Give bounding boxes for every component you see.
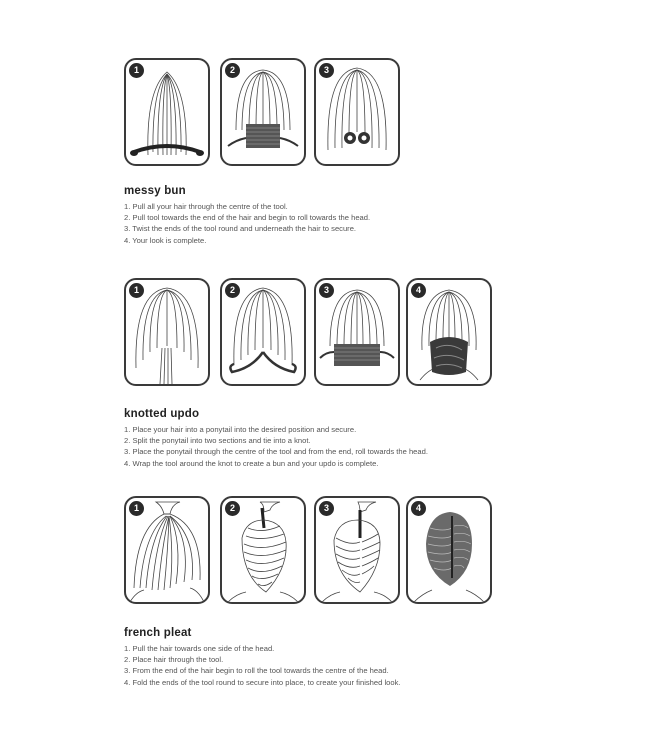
instruction-step: 2. Split the ponytail into two sections and tie into a knot. bbox=[124, 436, 311, 446]
instruction-step: 2. Place hair through the tool. bbox=[124, 655, 224, 665]
step-illustration bbox=[406, 496, 492, 604]
step-illustration bbox=[124, 58, 210, 166]
step-illustration bbox=[124, 496, 210, 604]
step-number-badge: 1 bbox=[129, 283, 144, 298]
instruction-list bbox=[124, 643, 401, 688]
step-number-badge: 2 bbox=[225, 63, 240, 78]
section-title: knotted updo bbox=[124, 408, 200, 420]
instruction-step: 2. Pull tool towards the end of the hair and begin to roll towards the head. bbox=[124, 213, 371, 223]
step-number-badge: 4 bbox=[411, 283, 426, 298]
step-illustration bbox=[220, 496, 306, 604]
step-illustration bbox=[124, 278, 210, 386]
step-number-badge: 3 bbox=[319, 63, 334, 78]
step-number-badge: 3 bbox=[319, 501, 334, 516]
step-number-badge: 3 bbox=[319, 283, 334, 298]
step-illustration bbox=[314, 58, 400, 166]
step-illustration bbox=[314, 278, 400, 386]
instruction-step: 3. Twist the ends of the tool round and underneath the hair to secure. bbox=[124, 224, 357, 234]
step-number-badge: 2 bbox=[225, 501, 240, 516]
instruction-step: 1. Place your hair into a ponytail into the desired position and secure. bbox=[124, 425, 357, 434]
section-title: french pleat bbox=[124, 627, 192, 639]
step-illustration bbox=[314, 496, 400, 604]
instruction-step: 3. From the end of the hair begin to roll the tool towards the centre of the head. bbox=[124, 666, 389, 676]
instruction-list bbox=[124, 201, 370, 246]
instruction-step: 1. Pull the hair towards one side of the head. bbox=[124, 644, 275, 653]
instruction-list bbox=[124, 424, 428, 469]
instruction-step: 3. Place the ponytail through the centre of the tool and from the end, roll towards the head. bbox=[124, 447, 428, 457]
step-illustration bbox=[406, 278, 492, 386]
section-title: messy bun bbox=[124, 185, 186, 197]
step-number-badge: 1 bbox=[129, 501, 144, 516]
step-number-badge: 2 bbox=[225, 283, 240, 298]
instruction-step: 4. Wrap the tool around the knot to create a bun and your updo is complete. bbox=[124, 458, 379, 468]
step-illustration bbox=[220, 278, 306, 386]
instruction-step: 1. Pull all your hair through the centre of the tool. bbox=[124, 202, 288, 211]
step-number-badge: 4 bbox=[411, 501, 426, 516]
step-illustration bbox=[220, 58, 306, 166]
instruction-step: 4. Your look is complete. bbox=[124, 235, 207, 245]
instruction-step: 4. Fold the ends of the tool round to secure into place, to create your finished look. bbox=[124, 677, 401, 687]
step-number-badge: 1 bbox=[129, 63, 144, 78]
